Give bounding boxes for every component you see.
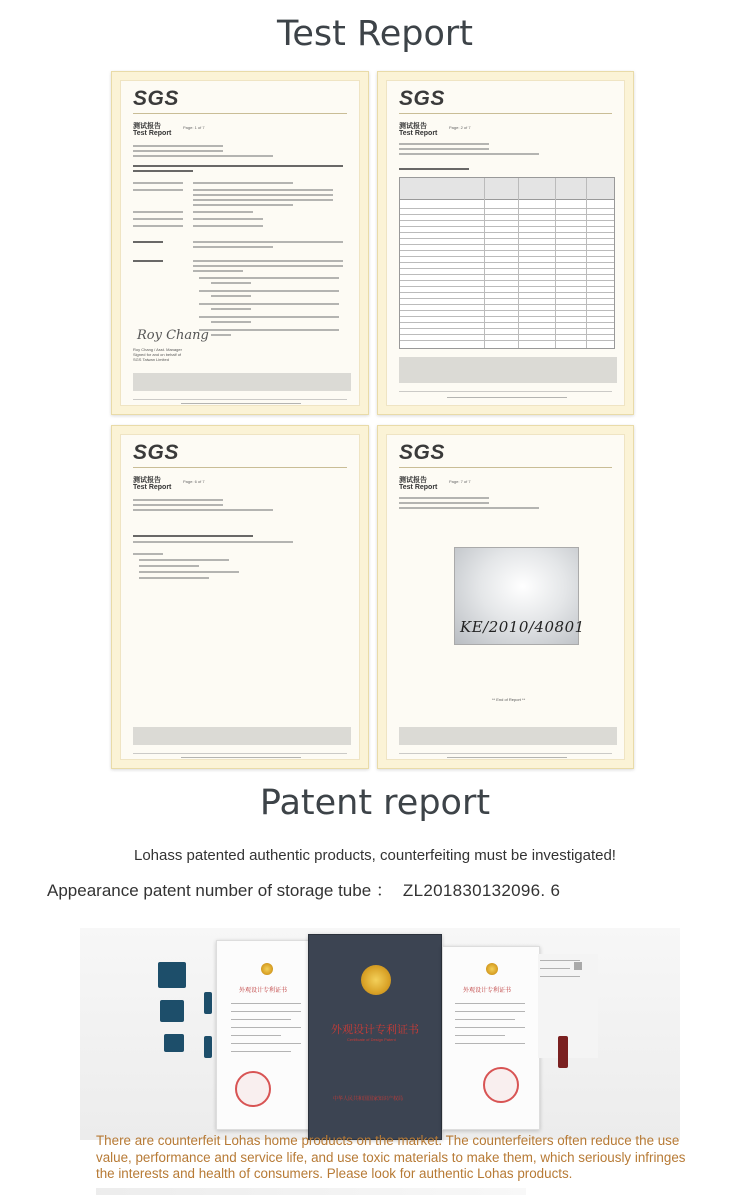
cover-title-cn: 外观设计专利证书 [331, 1024, 419, 1036]
signature-caption: Roy Chang / Asst. Manager Signed for and on behalf of SGS Taiwan Limited [133, 347, 182, 362]
report-title-en: Test Report [133, 484, 172, 491]
cover-issuer: 中华人民共和国国家知识产权局 [333, 1096, 404, 1102]
product-thumbnail [160, 1000, 184, 1022]
patent-number-line [47, 876, 560, 901]
patent-number-label: Appearance patent number of storage tube ： [47, 881, 393, 900]
report-title-cn: 测试报告 [133, 477, 161, 484]
sample-label: KE/2010/40801 [460, 618, 585, 636]
sgs-report-page-2 [377, 71, 634, 415]
report-title-en: Test Report [133, 130, 172, 137]
report-title-cn: 测试报告 [399, 477, 427, 484]
report-title-cn: 测试报告 [133, 123, 161, 130]
sgs-report-page-1 [111, 71, 369, 415]
product-thumbnail [164, 1034, 184, 1052]
report-page-number: Page: 1 of 7 [183, 125, 205, 130]
certificate-page-left: 外观设计专利证书 [216, 940, 316, 1130]
test-report-heading: Test Report [276, 14, 474, 54]
counterfeit-warning: There are counterfeit Lohas home products on the market. The counterfeiters often reduce the use value, performance and service life, and use toxic materials to make them, which seriously infringes the interests and health of consumers. Please look for authentic Lohas products. [96, 1133, 686, 1181]
sgs-report-page-7 [377, 425, 634, 769]
report-title-cn: 测试报告 [399, 123, 427, 130]
patent-number-value: ZL201830132096. 6 [402, 881, 561, 900]
sgs-logo: SGS [399, 87, 445, 110]
report-page-number: Page: 6 of 7 [183, 479, 205, 484]
product-thumbnail [558, 1036, 568, 1068]
patent-statement: Lohass patented authentic products, counterfeiting must be investigated! [134, 847, 616, 864]
product-thumbnail [158, 962, 186, 988]
red-seal [483, 1067, 519, 1103]
certificate-page-right: 外观设计专利证书 [442, 946, 540, 1130]
cover-title-en: Certificate of Design Patent [347, 1037, 396, 1042]
signature: Roy Chang [137, 328, 209, 343]
national-emblem [361, 965, 391, 995]
sgs-logo: SGS [399, 441, 445, 464]
report-page-number: Page: 7 of 7 [449, 479, 471, 484]
sgs-report-page-6 [111, 425, 369, 769]
end-of-report-note: ** End of Report ** [492, 697, 526, 702]
product-thumbnail [204, 992, 212, 1014]
sgs-logo: SGS [133, 441, 179, 464]
report-title-en: Test Report [399, 484, 438, 491]
product-thumbnail [204, 1036, 212, 1058]
certificate-page-far-right [538, 954, 598, 1058]
report-page-number: Page: 2 of 7 [449, 125, 471, 130]
red-seal [235, 1071, 271, 1107]
bottom-fade [96, 1188, 526, 1195]
patent-report-heading: Patent report [259, 783, 491, 823]
patent-certificate-photo [80, 928, 680, 1140]
certificate-cover [308, 934, 442, 1140]
sgs-logo: SGS [133, 87, 179, 110]
report-title-en: Test Report [399, 130, 438, 137]
results-table [399, 177, 615, 349]
